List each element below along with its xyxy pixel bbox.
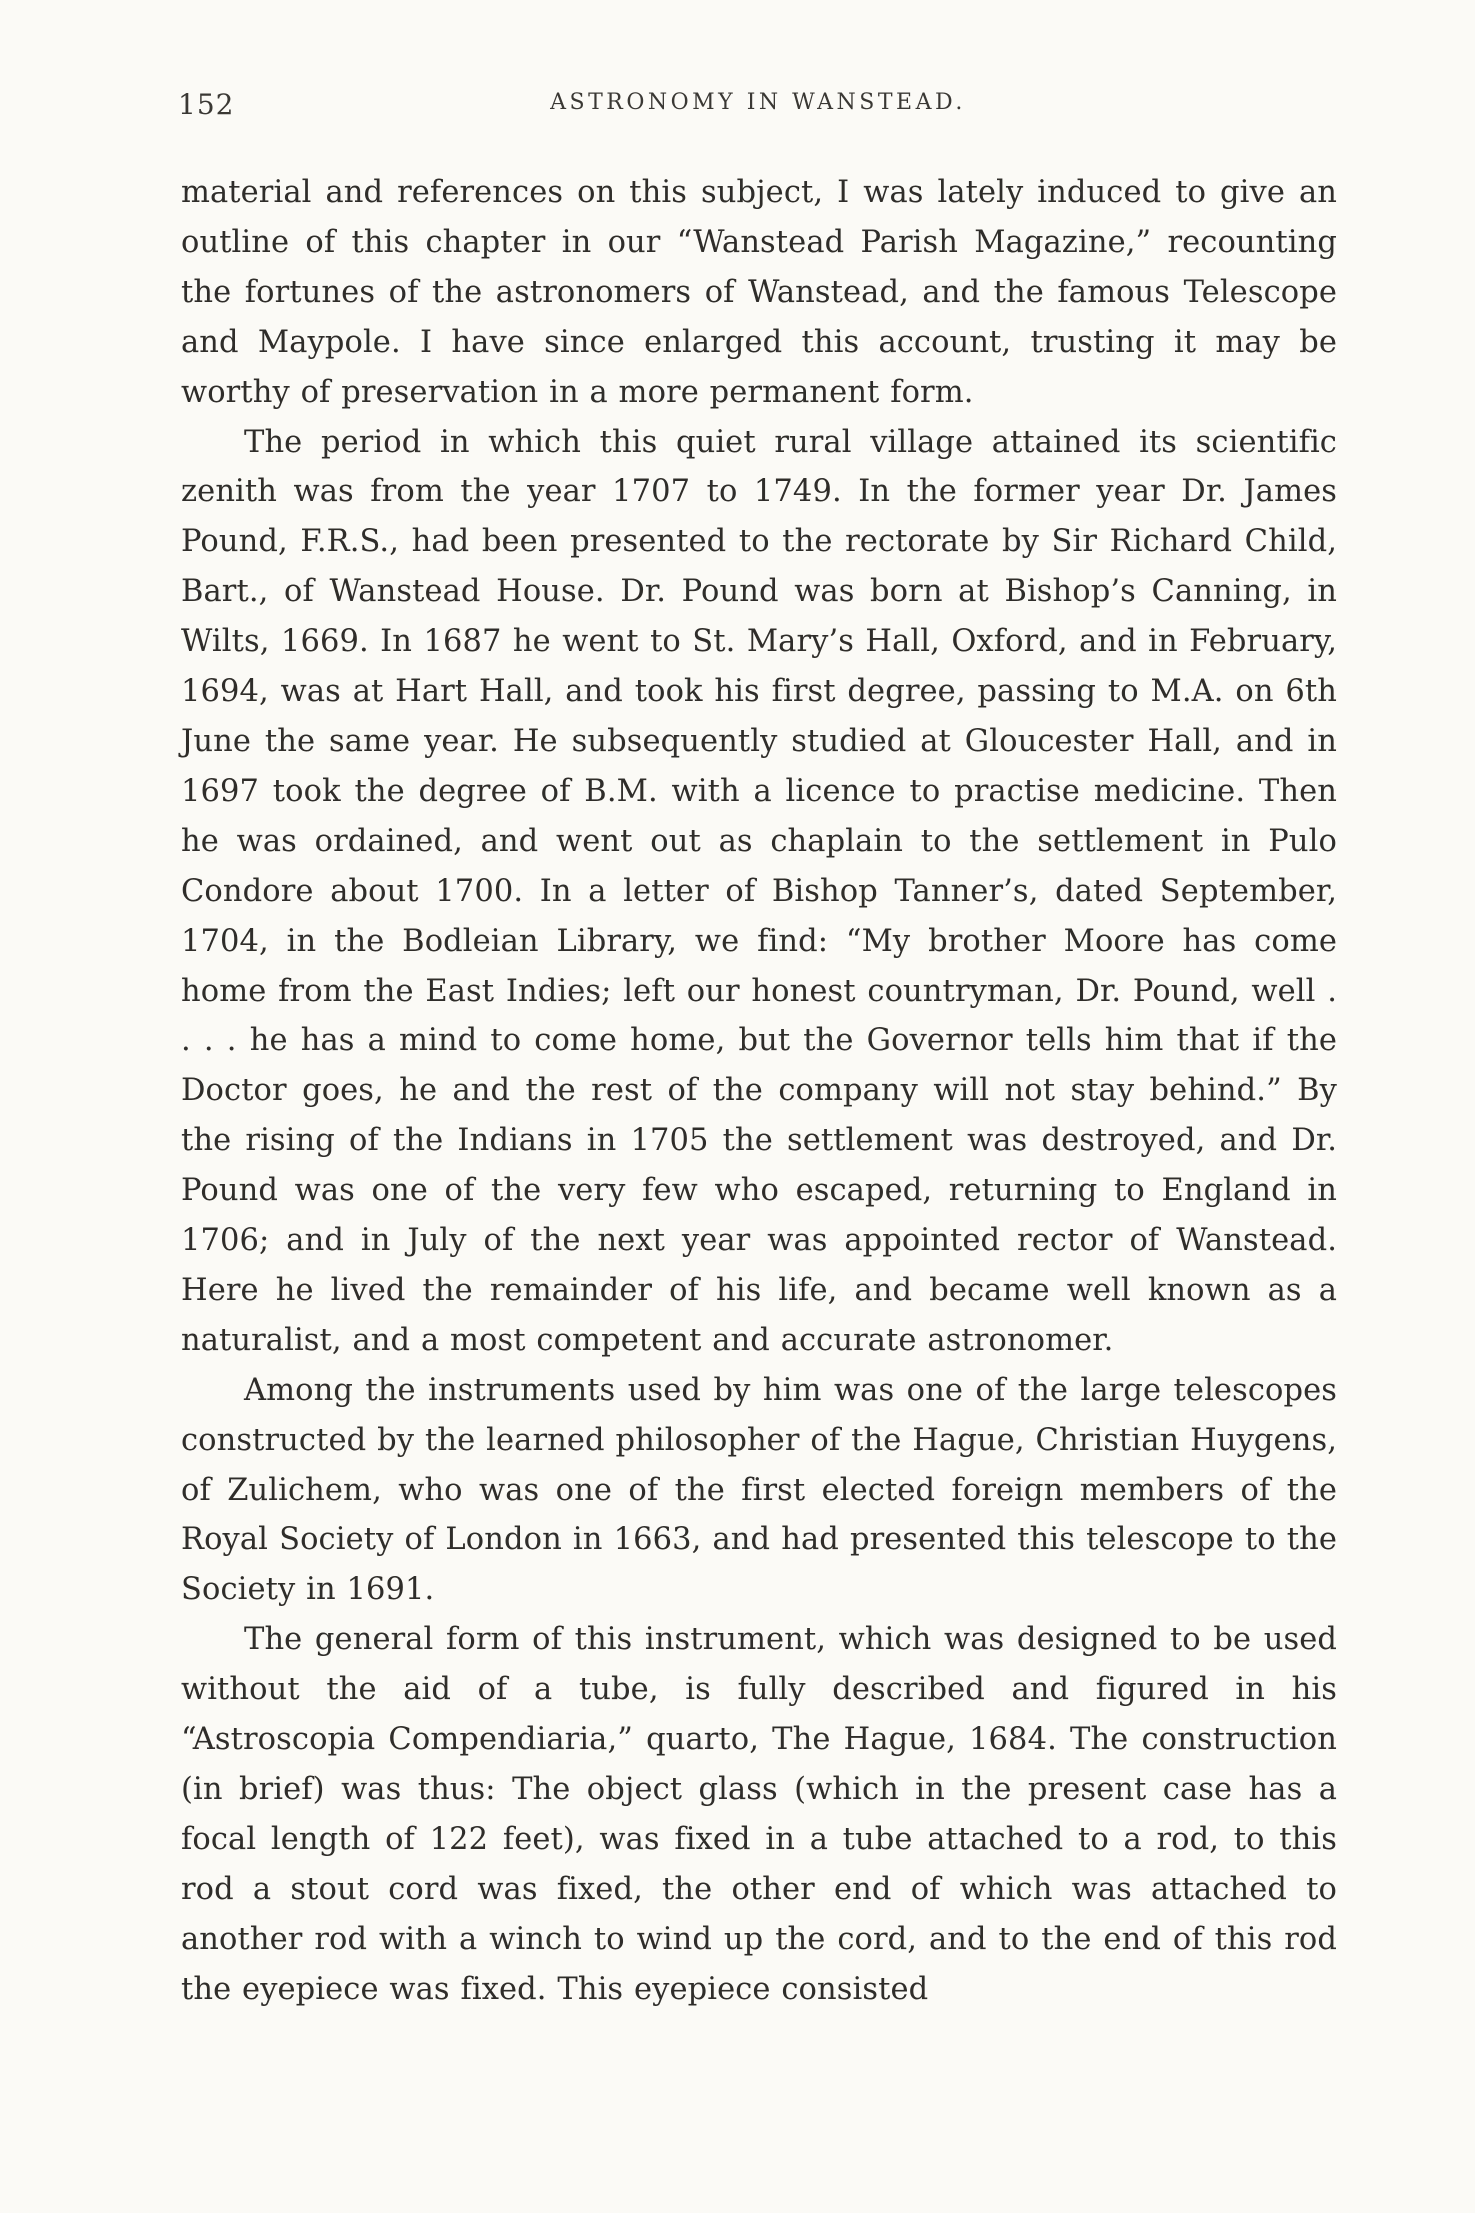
paragraph-telescope-form: The general form of this instrument, which was designed to be used without the aid of a tube, is fully described and figured in his “Astroscopia Compendiaria,” quarto, The Hague, 1684. The construction (in brief) was thus: The object glass (which in the present case has a focal length of 122 feet), was fixed in a tube attached to a rod, to this rod a stout cord was fixed, the other end of which was attached to another rod with a winch to wind up the cord, and to the end of this rod the eyepiece was fixed. This eyepiece consisted: [181, 1622, 1337, 2007]
page-number: 152: [178, 88, 235, 121]
paragraph-instruments: Among the instruments used by him was one of the large telescopes constructed by the learned philosopher of the Hague, Christian Huygens, of Zulichem, who was one of the first elected foreign members of the Royal Society of London in 1663, and had presented this telescope to the Society in 1691.: [181, 1372, 1337, 1608]
running-head: [178, 88, 1338, 128]
body-text: [181, 168, 1337, 2015]
paragraph-dr-pound: The period in which this quiet rural village attained its scientific zenith was from the year 1707 to 1749. In the former year Dr. James Pound, F.R.S., had been presented to the rectorate by Sir Richard Child, Bart., of Wanstead House. Dr. Pound was born at Bishop’s Canning, in Wilts, 1669. In 1687 he went to St. Mary’s Hall, Oxford, and in February, 1694, was at Hart Hall, and took his first degree, passing to M.A. on 6th June the same year. He subsequently studied at Gloucester Hall, and in 1697 took the degree of B.M. with a licence to practise medicine. Then he was ordained, and went out as chaplain to the settlement in Pulo Condore about 1700. In a letter of Bishop Tanner’s, dated September, 1704, in the Bodleian Library, we find: “My brother Moore has come home from the East Indies; left our honest countryman, Dr. Pound, well . . . . he has a mind to come home, but the Governor tells him that if the Doctor goes, he and the rest of the company will not stay behind.” By the rising of the Indians in 1705 the settlement was destroyed, and Dr. Pound was one of the very few who escaped, returning to England in 1706; and in July of the next year was appointed rector of Wanstead. Here he lived the remainder of his life, and became well known as a naturalist, and a most competent and accurate astronomer.: [181, 424, 1337, 1358]
running-title: ASTRONOMY IN WANSTEAD.: [550, 90, 966, 115]
paragraph-continued: material and references on this subject, I was lately induced to give an outline of this chapter in our “Wanstead Parish Magazine,” recounting the fortunes of the astronomers of Wanstead, and the famous Telescope and Maypole. I have since enlarged this account, trusting it may be worthy of preservation in a more permanent form.: [181, 175, 1337, 410]
